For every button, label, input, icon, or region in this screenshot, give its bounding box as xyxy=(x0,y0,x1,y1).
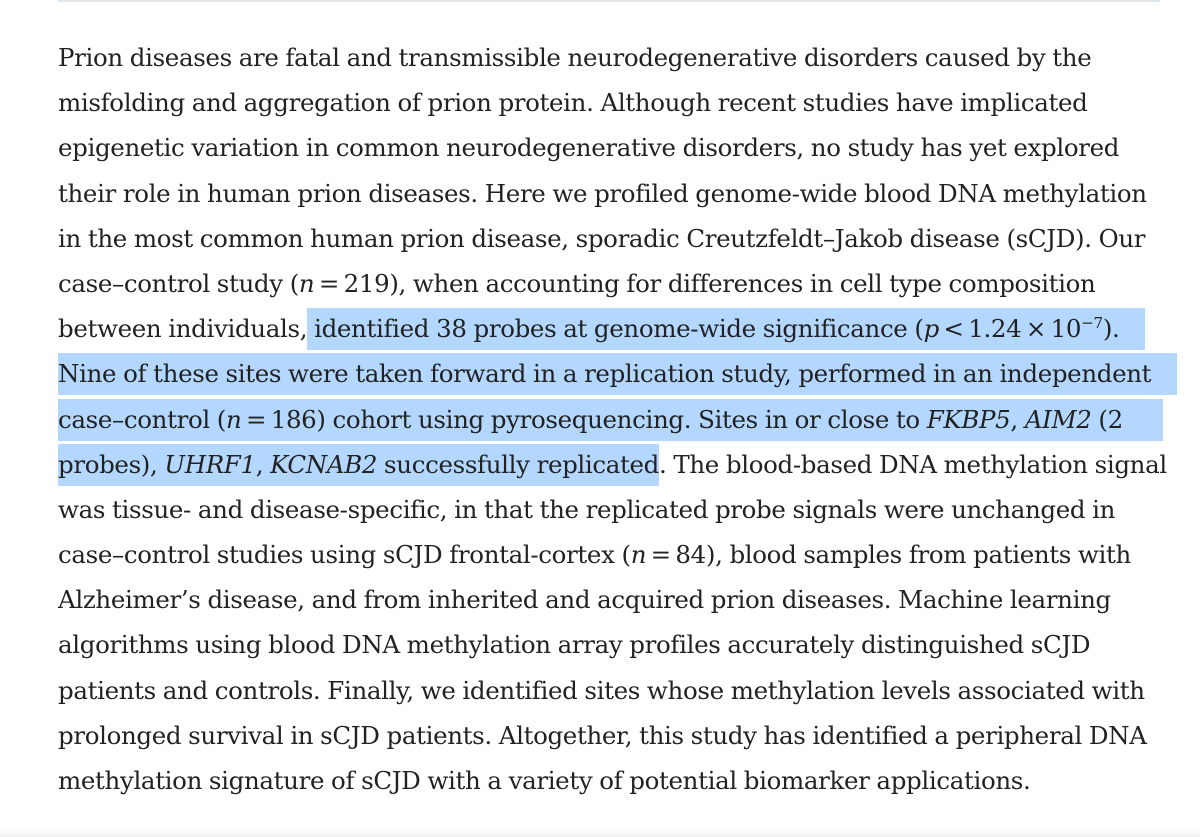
text-selection-highlight[interactable]: Nine of these sites were taken forward in a replication study, performed in an independent xyxy=(58,353,1177,395)
abstract-line-15: patients and controls. Finally, we identified sites whose methylation levels associated with xyxy=(58,675,1145,705)
abstract-line-3: epigenetic variation in common neurodegenerative disorders, no study has yet explored xyxy=(58,133,1120,163)
n-variable: n xyxy=(226,404,242,434)
abstract-line-7: between individuals, identified 38 probes at genome-wide significance $(p < 1.24 \times 10^{-7})$. xyxy=(58,306,1160,351)
abstract-line-16: prolonged survival in sCJD patients. Altogether, this study has identified a peripheral DNA xyxy=(58,720,1147,750)
section-divider xyxy=(58,0,1160,2)
gene-name-aim2: AIM2 xyxy=(1024,404,1092,434)
abstract-line-14: algorithms using blood DNA methylation array profiles accurately distinguished sCJD xyxy=(58,630,1091,660)
abstract-line-12: case–control studies using sCJD frontal-cortex (n = 84), blood samples from patients with xyxy=(58,540,1131,570)
page-bottom-edge xyxy=(0,829,1200,837)
abstract-line-17: methylation signature of sCJD with a variety of potential biomarker applications. xyxy=(58,766,1031,795)
text-selection-highlight[interactable]: probes), UHRF1, KCNAB2 successfully replicated xyxy=(58,444,659,486)
abstract-line-9 xyxy=(58,397,1160,442)
gene-name-fkbp5: FKBP5 xyxy=(926,404,1011,434)
abstract-line-13: Alzheimer’s disease, and from inherited and acquired prion diseases. Machine learning xyxy=(58,585,1111,615)
abstract-line-2: misfolding and aggregation of prion protein. Although recent studies have implicated xyxy=(58,88,1088,118)
abstract-line-6: case–control study (n = 219), when accounting for differences in cell type composition xyxy=(58,268,1096,298)
text-selection-highlight[interactable]: identified 38 probes at genome-wide significance $(p < 1.24 \times 10^{-7})$. xyxy=(307,308,1145,350)
abstract-line-4: their role in human prion diseases. Here we profiled genome-wide blood DNA methylation xyxy=(58,178,1147,208)
abstract-line-8 xyxy=(58,351,1160,396)
gene-name-kcnab2: KCNAB2 xyxy=(270,449,378,479)
abstract-line-10: probes), UHRF1, KCNAB2 successfully replicated. The blood-based DNA methylation signal xyxy=(58,442,1160,487)
n-variable: n xyxy=(298,268,315,298)
abstract-line-11: was tissue- and disease-specific, in that the replicated probe signals were unchanged in xyxy=(58,494,1116,524)
text-selection-highlight[interactable]: case–control (n = 186) cohort using pyrosequencing. Sites in or close to FKBP5, AIM2 (2 xyxy=(58,399,1163,441)
gene-name-uhrf1: UHRF1 xyxy=(164,449,256,479)
exponent: −7 xyxy=(1081,313,1103,332)
abstract-line-5: in the most common human prion disease, sporadic Creutzfeldt–Jakob disease (sCJD). Our xyxy=(58,223,1146,253)
abstract-line-1: Prion diseases are fatal and transmissible neurodegenerative disorders caused by the xyxy=(58,43,1092,72)
p-variable: p xyxy=(923,314,939,344)
n-variable: n xyxy=(630,540,647,570)
abstract-paragraph[interactable] xyxy=(58,35,1167,803)
